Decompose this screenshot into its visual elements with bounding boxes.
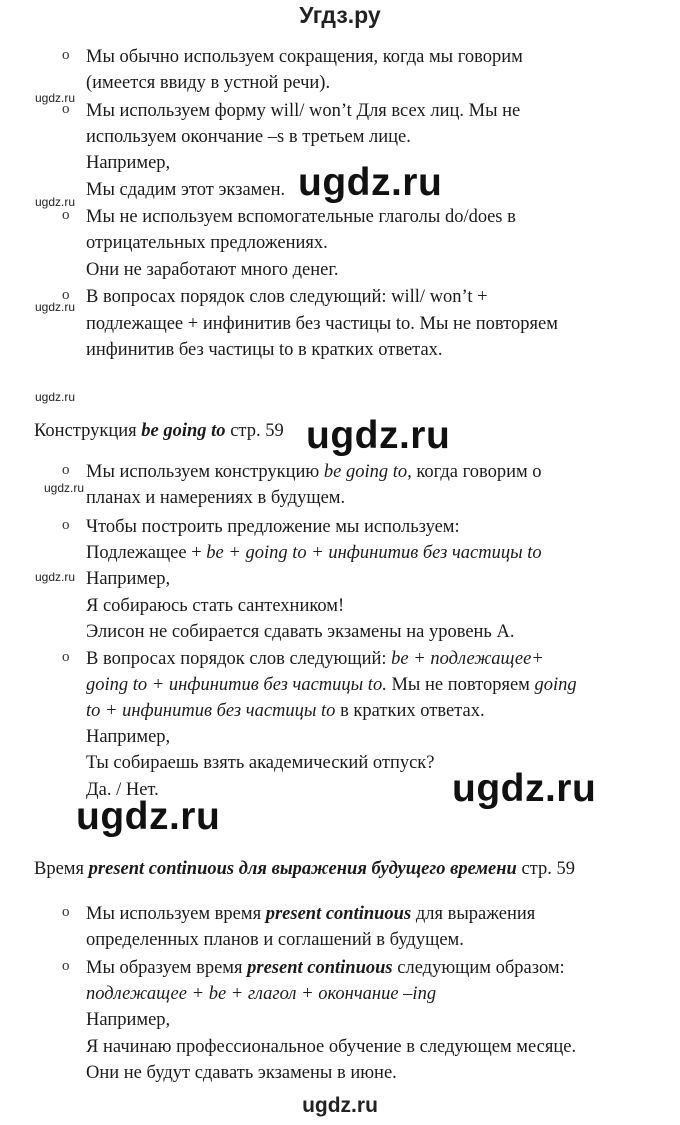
heading-text: стр. 59: [225, 421, 284, 441]
heading-text: Время: [34, 859, 89, 879]
watermark-big: ugdz.ru: [452, 767, 597, 810]
text-line: подлежащее + be + глагол + окончание –ing: [86, 984, 437, 1004]
text-line: Например,: [86, 1010, 171, 1030]
watermark-small: ugdz.ru: [35, 91, 76, 105]
text-line: В вопросах порядок слов следующий: will/ won’t +: [86, 287, 488, 307]
text-line: В вопросах порядок слов следующий: be + подлежащее+: [86, 649, 544, 669]
text-line: Ты собираешь взять академический отпуск?: [86, 753, 435, 773]
section-heading-present-continuous: [34, 859, 575, 880]
bullet-icon: o: [62, 958, 70, 974]
text-line: Чтобы построить предложение мы используем:: [86, 517, 460, 537]
text-line: Мы обычно используем сокращения, когда мы говорим: [86, 47, 523, 67]
italic-term: going: [534, 675, 577, 695]
watermark-big: ugdz.ru: [76, 795, 221, 838]
section-heading-going-to: [34, 421, 284, 442]
italic-term: to + инфинитив без частицы to: [86, 701, 336, 721]
watermark-small: ugdz.ru: [44, 481, 85, 495]
text-line: Например,: [86, 727, 171, 747]
text-line: Мы не используем вспомогательные глаголы do/does в: [86, 207, 516, 227]
italic-term: be going to,: [323, 462, 412, 482]
bullet-icon: o: [62, 47, 70, 63]
text-line: отрицательных предложениях.: [86, 233, 328, 253]
text-line: (имеется ввиду в устной речи).: [86, 73, 331, 93]
bullet-icon: o: [62, 287, 70, 303]
text-line: Они не заработают много денег.: [86, 260, 339, 280]
text-line: Я собираюсь стать сантехником!: [86, 596, 345, 616]
text-line: to + инфинитив без частицы to в кратких ответах.: [86, 701, 485, 721]
bullet-icon: o: [62, 517, 70, 533]
heading-text: стр. 59: [516, 859, 575, 879]
watermark-small: ugdz.ru: [35, 195, 76, 209]
watermark-small: ugdz.ru: [35, 300, 76, 314]
italic-term: be + подлежащее+: [391, 649, 544, 669]
heading-term: be going to: [141, 421, 226, 441]
heading-term: present continuous для выражения будущего времени: [88, 859, 517, 879]
italic-term: be + going to + инфинитив без частицы to: [206, 543, 542, 563]
text-line: Мы используем конструкцию be going to, когда говорим о: [86, 462, 542, 482]
watermark-big: ugdz.ru: [298, 161, 443, 204]
bold-italic-term: present continuous: [247, 958, 393, 978]
bullet-icon: o: [62, 101, 70, 117]
text-line: Да. / Нет.: [86, 780, 159, 800]
bold-italic-term: present continuous: [265, 904, 412, 924]
site-header: Угдз.ру: [299, 2, 381, 28]
bullet-icon: o: [62, 904, 70, 920]
text-line: Элисон не собирается сдавать экзамены на уровень А.: [86, 622, 515, 642]
text-line: Подлежащее + be + going to + инфинитив без частицы to: [86, 543, 542, 563]
text-line: Мы используем форму will/ won’t Для всех лиц. Мы не: [86, 101, 521, 121]
text-line: определенных планов и соглашений в будущем.: [86, 930, 464, 950]
heading-text: Конструкция: [34, 421, 142, 441]
text-line: Например,: [86, 153, 171, 173]
text-line: используем окончание –s в третьем лице.: [86, 127, 411, 147]
watermark-big: ugdz.ru: [306, 414, 451, 457]
text-line: going to + инфинитив без частицы to. Мы не повторяем going: [86, 675, 577, 695]
text-line: подлежащее + инфинитив без частицы to. Мы не повторяем: [86, 314, 558, 334]
text-line: Я начинаю профессиональное обучение в следующем месяце.: [86, 1037, 577, 1057]
text-line: Например,: [86, 569, 171, 589]
text-line: Мы образуем время present continuous следующим образом:: [86, 958, 565, 978]
text-line: планах и намерениях в будущем.: [86, 488, 346, 508]
site-footer: ugdz.ru: [302, 1094, 378, 1117]
bullet-icon: o: [62, 207, 70, 223]
text-line: инфинитив без частицы to в кратких ответах.: [86, 340, 443, 360]
italic-term: going to + инфинитив без частицы to.: [86, 675, 387, 695]
watermark-small: ugdz.ru: [35, 570, 76, 584]
watermark-small: ugdz.ru: [35, 390, 76, 404]
text-line: Мы используем время present continuous для выражения: [86, 904, 536, 924]
text-line: Мы сдадим этот экзамен.: [86, 180, 286, 200]
bullet-icon: o: [62, 649, 70, 665]
text-line: Они не будут сдавать экзамены в июне.: [86, 1063, 397, 1083]
bullet-icon: o: [62, 462, 70, 478]
